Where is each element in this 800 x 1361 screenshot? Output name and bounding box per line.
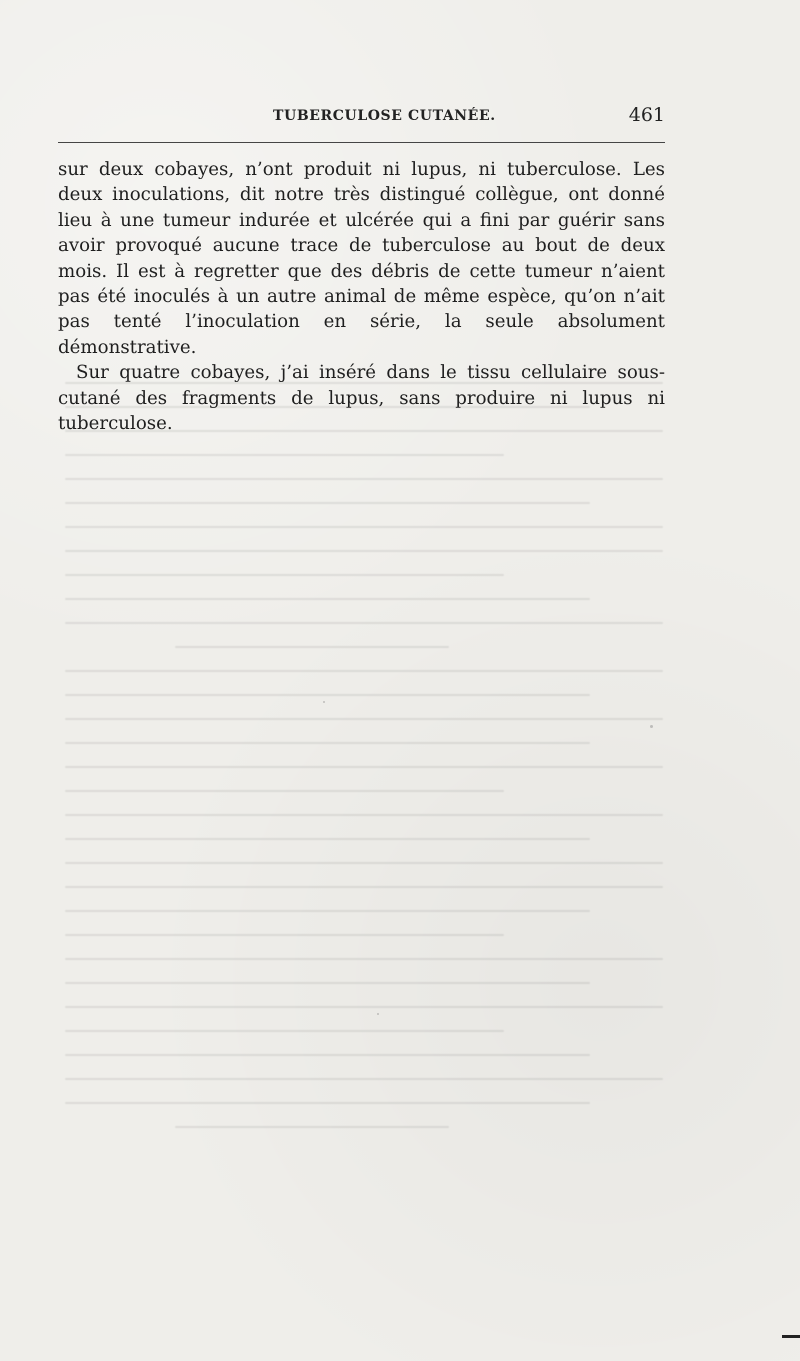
paper-speck xyxy=(650,725,653,728)
show-through-text xyxy=(65,382,675,1202)
show-through-line xyxy=(65,910,590,912)
show-through-line xyxy=(175,646,450,648)
paper-speck xyxy=(323,701,325,703)
show-through-line xyxy=(65,1006,663,1008)
page-header xyxy=(58,104,665,128)
show-through-line xyxy=(65,814,663,816)
show-through-line xyxy=(65,1078,663,1080)
show-through-line xyxy=(65,718,663,720)
paper-speck xyxy=(377,1013,379,1015)
show-through-line xyxy=(65,598,590,600)
show-through-line xyxy=(65,1102,590,1104)
show-through-line xyxy=(65,478,663,480)
show-through-line xyxy=(65,958,663,960)
show-through-line xyxy=(65,550,663,552)
show-through-line xyxy=(65,694,590,696)
header-rule xyxy=(58,142,665,143)
show-through-line xyxy=(65,790,504,792)
running-head: TUBERCULOSE CUTANÉE. xyxy=(273,108,496,124)
show-through-line xyxy=(65,1030,504,1032)
show-through-line xyxy=(65,526,663,528)
show-through-line xyxy=(65,670,663,672)
show-through-line xyxy=(65,862,663,864)
show-through-line xyxy=(65,1054,590,1056)
show-through-line xyxy=(65,502,590,504)
paragraph-1: sur deux cobayes, n’ont produit ni lupus, ni tuberculose. Les deux inoculations, dit notre très distingué collègue, ont donné lieu à une tumeur indurée et ulcérée qui a fini par guérir sans avoir provoqué aucune trace de tuberculose au bout de deux mois. Il est à regretter que des débris de cette tumeur n’aient pas été inoculés à un autre animal de même espèce, qu’on n’ait pas tenté l’inoculation en série, la seule absolument démonstrative. xyxy=(58,159,665,358)
show-through-line xyxy=(65,766,663,768)
show-through-line xyxy=(65,934,504,936)
paragraph-2: Sur quatre cobayes, j’ai inséré dans le tissu cellulaire sous-cutané des fragments de lupus, sans produire ni lupus ni tuberculose. xyxy=(58,362,665,435)
show-through-line xyxy=(65,622,663,624)
show-through-line xyxy=(65,574,504,576)
page-edge-mark xyxy=(782,1335,800,1338)
show-through-line xyxy=(65,838,590,840)
show-through-line xyxy=(175,1126,450,1128)
show-through-line xyxy=(65,742,590,744)
show-through-line xyxy=(65,982,590,984)
main-text xyxy=(58,157,665,436)
show-through-line xyxy=(65,886,663,888)
show-through-line xyxy=(65,454,504,456)
page-number: 461 xyxy=(628,104,665,126)
